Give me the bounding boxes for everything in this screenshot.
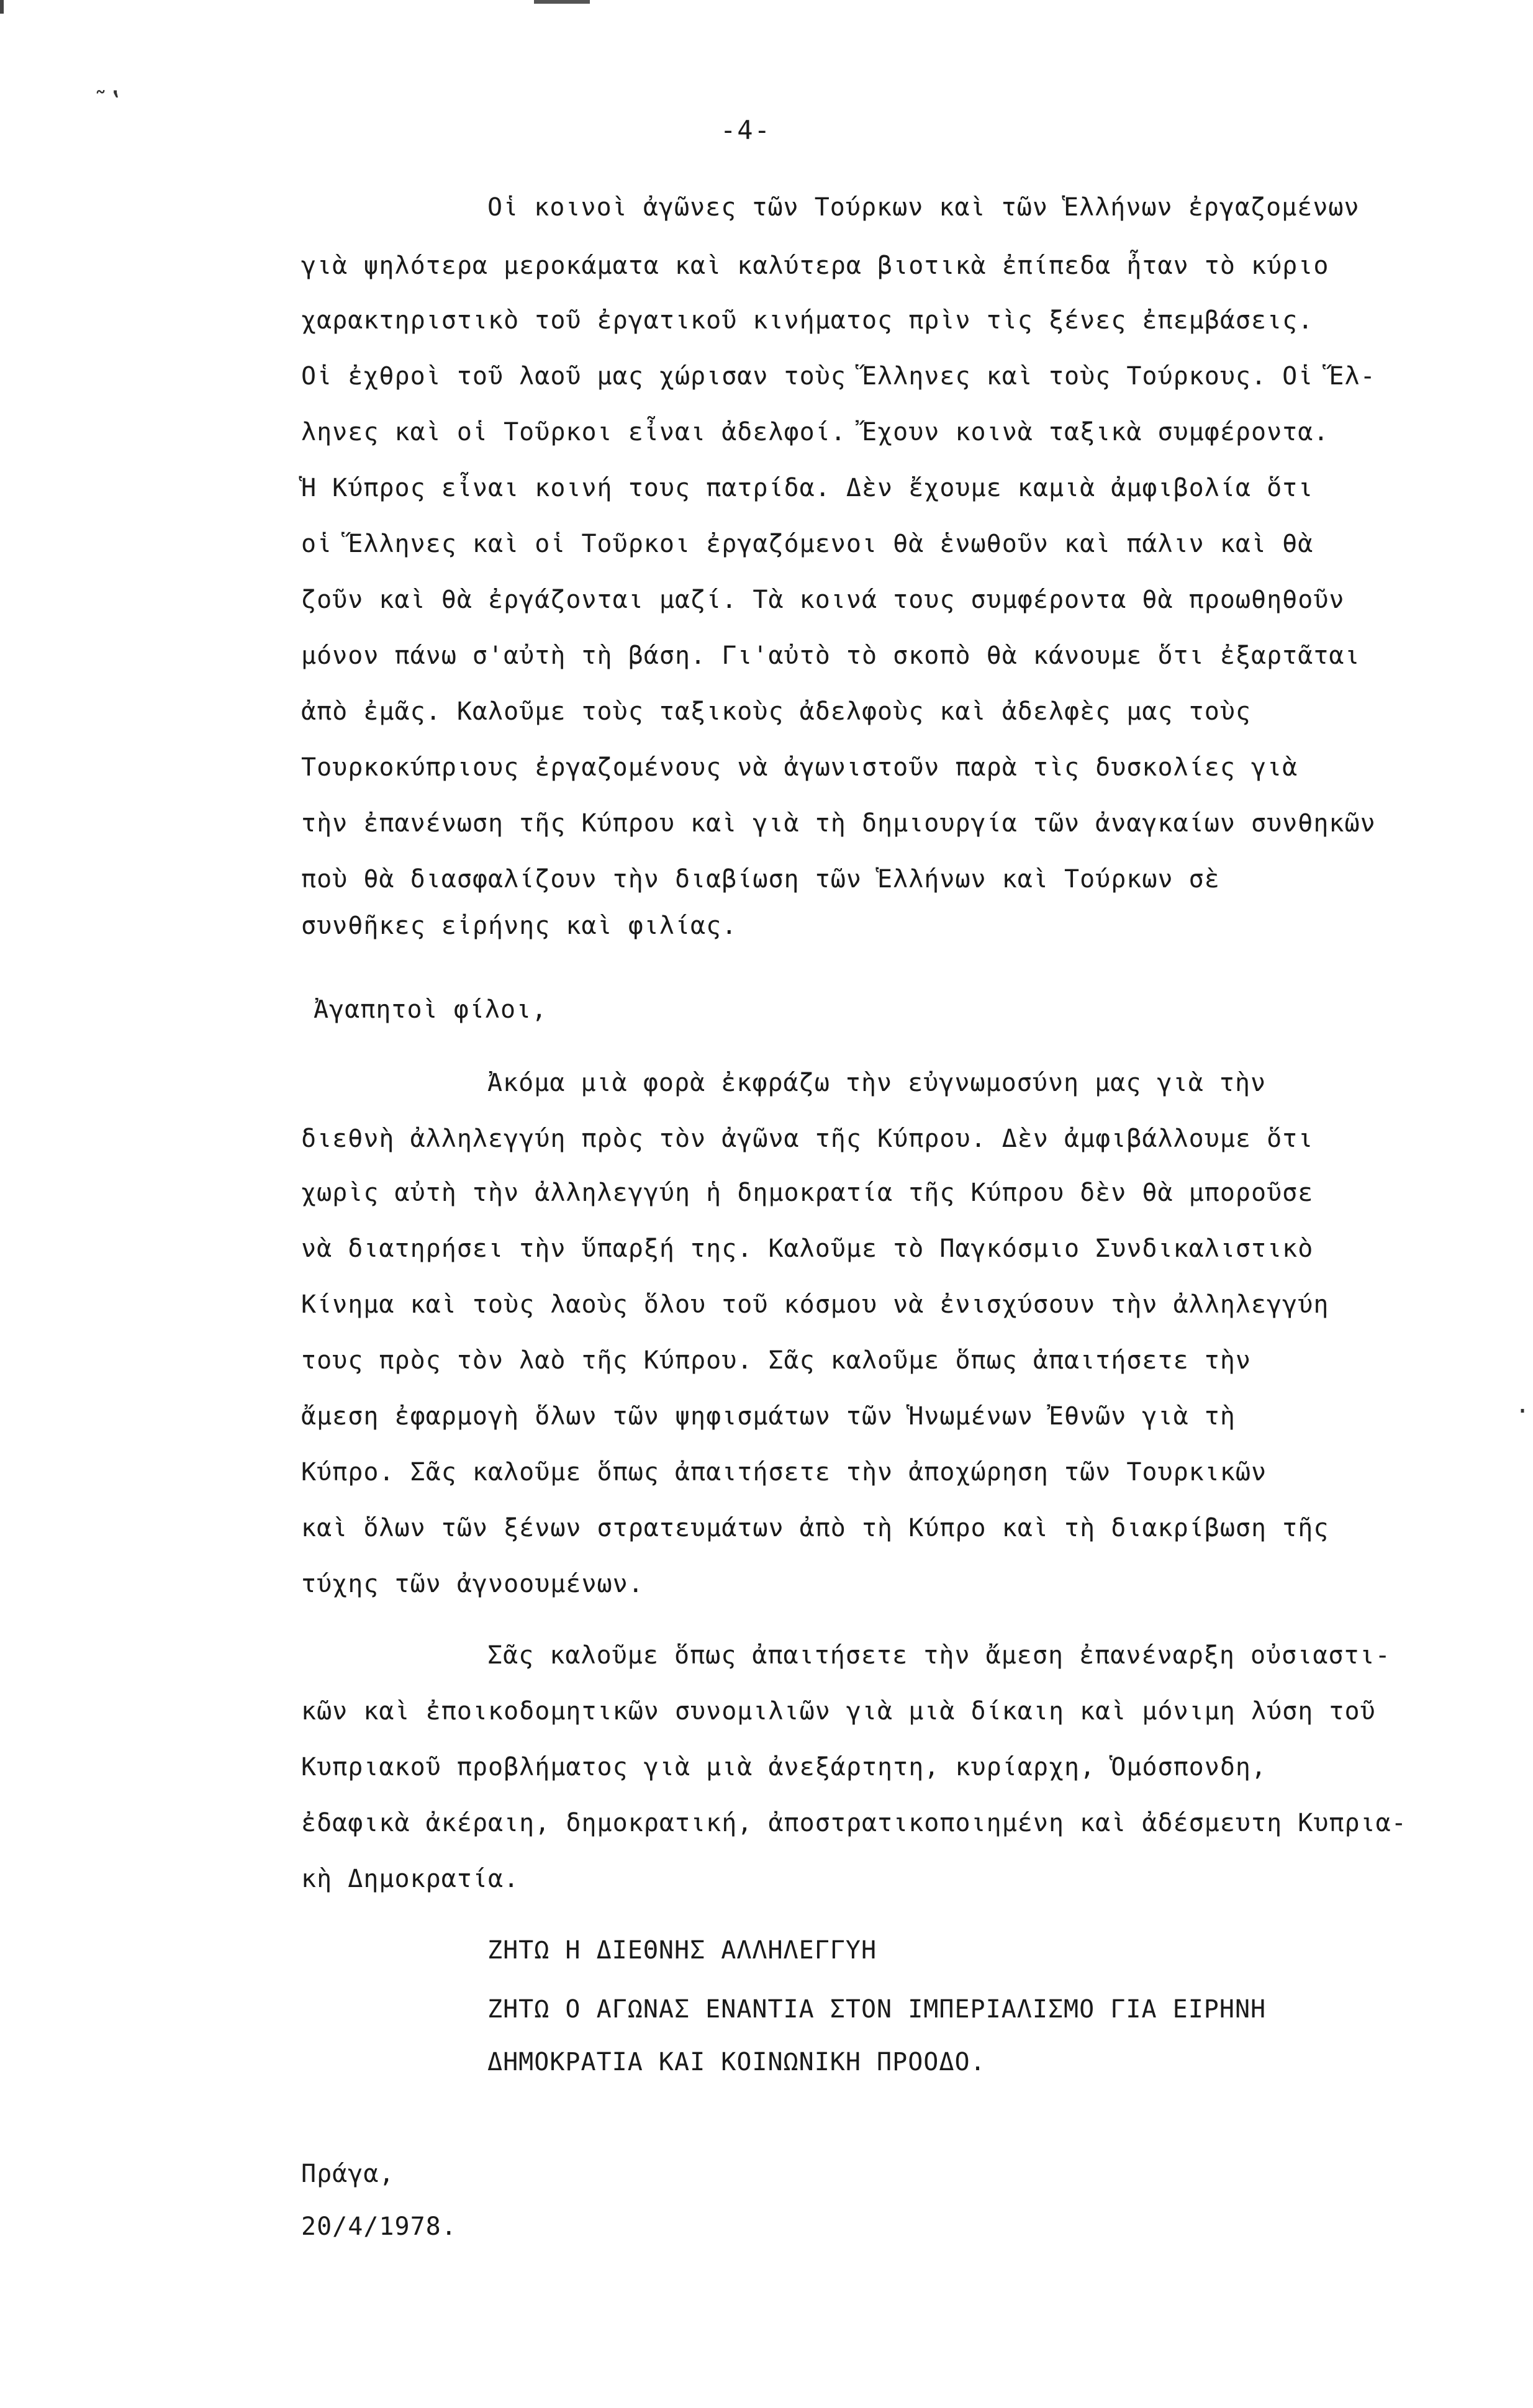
text-line: ἄμεση ἐφαρμογὴ ὅλων τῶν ψηφισμάτων τῶν Ἡνωμένων Ἐθνῶν γιὰ τὴ [301,1402,1236,1431]
page-number: -4- [720,115,771,145]
text-line: συνθῆκες εἰρήνης καὶ φιλίας. [301,912,738,940]
slogan-line: ΖΗΤΩ Η ΔΙΕΘΝΗΣ ΑΛΛΗΛΕΓΓΥΗ [487,1936,877,1965]
text-line: Κύπρο. Σᾶς καλοῦμε ὅπως ἀπαιτήσετε τὴν ἀποχώρηση τῶν Τουρκικῶν [301,1458,1267,1487]
text-line: ἐδαφικὰ ἀκέραιη, δημοκρατική, ἀποστρατικοποιημένη καὶ ἀδέσμευτη Κυπρια- [301,1809,1407,1837]
text-line: Κίνημα καὶ τοὺς λαοὺς ὅλου τοῦ κόσμου νὰ ἐνισχύσουν τὴν ἀλληλεγγύη [301,1290,1329,1319]
scan-mark [0,0,4,14]
text-line: Οἱ ἐχθροὶ τοῦ λαοῦ μας χώρισαν τοὺς Ἕλληνες καὶ τοὺς Τούρκους. Οἱ Ἕλ- [301,362,1376,391]
text-line: χαρακτηριστικὸ τοῦ ἐργατικοῦ κινήματος πρὶν τὶς ξένες ἐπεμβάσεις. [301,306,1314,335]
text-line: Ἀκόμα μιὰ φορὰ ἐκφράζω τὴν εὐγνωμοσύνη μας γιὰ τὴν [487,1069,1267,1097]
text-line: τὴν ἐπανένωση τῆς Κύπρου καὶ γιὰ τὴ δημιουργία τῶν ἀναγκαίων συνθηκῶν [301,809,1376,838]
scan-mark: · [1515,1397,1531,1426]
text-line: διεθνὴ ἀλληλεγγύη πρὸς τὸν ἀγῶνα τῆς Κύπρου. Δὲν ἀμφιβάλλουμε ὅτι [301,1125,1314,1153]
text-line: κῶν καὶ ἐποικοδομητικῶν συνομιλιῶν γιὰ μιὰ δίκαιη καὶ μόνιμη λύση τοῦ [301,1697,1376,1726]
place: Πράγα, [301,2160,395,2188]
text-line: Οἱ κοινοὶ ἀγῶνες τῶν Τούρκων καὶ τῶν Ἑλλήνων ἐργαζομένων [487,193,1360,222]
text-line: τύχης τῶν ἀγνοουμένων. [301,1570,644,1598]
text-line: οἱ Ἕλληνες καὶ οἱ Τοῦρκοι ἐργαζόμενοι θὰ ἑνωθοῦν καὶ πάλιν καὶ θὰ [301,530,1314,558]
text-line: ζοῦν καὶ θὰ ἐργάζονται μαζί. Τὰ κοινά τους συμφέροντα θὰ προωθηθοῦν [301,586,1345,614]
text-line: ἀπὸ ἐμᾶς. Καλοῦμε τοὺς ταξικοὺς ἀδελφοὺς καὶ ἀδελφὲς μας τοὺς [301,697,1252,726]
text-line: μόνον πάνω σ'αὐτὴ τὴ βάση. Γι'αὐτὸ τὸ σκοπὸ θὰ κάνουμε ὅτι ἐξαρτᾶται [301,641,1360,670]
text-line: γιὰ ψηλότερα μεροκάματα καὶ καλύτερα βιοτικὰ ἐπίπεδα ἦταν τὸ κύριο [301,251,1329,280]
text-line: ληνες καὶ οἱ Τοῦρκοι εἶναι ἀδελφοί. Ἔχουν κοινὰ ταξικὰ συμφέροντα. [301,418,1329,446]
scan-mark [534,0,590,4]
text-line: χωρὶς αὐτὴ τὴν ἀλληλεγγύη ἡ δημοκρατία τῆς Κύπρου δὲν θὰ μποροῦσε [301,1179,1314,1207]
text-line: Ἡ Κύπρος εἶναι κοινή τους πατρίδα. Δὲν ἔχουμε καμιὰ ἀμφιβολία ὅτι [301,474,1314,502]
date: 20/4/1978. [301,2212,457,2241]
text-line: τους πρὸς τὸν λαὸ τῆς Κύπρου. Σᾶς καλοῦμε ὅπως ἀπαιτήσετε τὴν [301,1346,1252,1375]
text-line: νὰ διατηρήσει τὴν ὕπαρξή της. Καλοῦμε τὸ Παγκόσμιο Συνδικαλιστικὸ [301,1234,1314,1263]
text-line: κὴ Δημοκρατία. [301,1865,520,1893]
salutation: Ἀγαπητοὶ φίλοι, [314,995,548,1024]
scan-mark: ˜‛ [93,87,124,115]
text-line: Τουρκοκύπριους ἐργαζομένους νὰ ἀγωνιστοῦν παρὰ τὶς δυσκολίες γιὰ [301,753,1298,782]
text-line: Κυπριακοῦ προβλήματος γιὰ μιὰ ἀνεξάρτητη, κυρίαρχη, Ὁμόσπονδη, [301,1753,1267,1781]
text-line: ποὺ θὰ διασφαλίζουν τὴν διαβίωση τῶν Ἑλλήνων καὶ Τούρκων σὲ [301,865,1220,894]
text-line: καὶ ὅλων τῶν ξένων στρατευμάτων ἀπὸ τὴ Κύπρο καὶ τὴ διακρίβωση τῆς [301,1514,1329,1542]
text-line: Σᾶς καλοῦμε ὅπως ἀπαιτήσετε τὴν ἄμεση ἐπανέναρξη οὐσιαστι- [487,1641,1391,1670]
slogan-line: ΖΗΤΩ Ο ΑΓΩΝΑΣ ΕΝΑΝΤΙΑ ΣΤΟΝ ΙΜΠΕΡΙΑΛΙΣΜΟ ΓΙΑ ΕΙΡΗΝΗ [487,1995,1267,2024]
slogan-line: ΔΗΜΟΚΡΑΤΙΑ ΚΑΙ ΚΟΙΝΩΝΙΚΗ ΠΡΟΟΔΟ. [487,2048,986,2076]
